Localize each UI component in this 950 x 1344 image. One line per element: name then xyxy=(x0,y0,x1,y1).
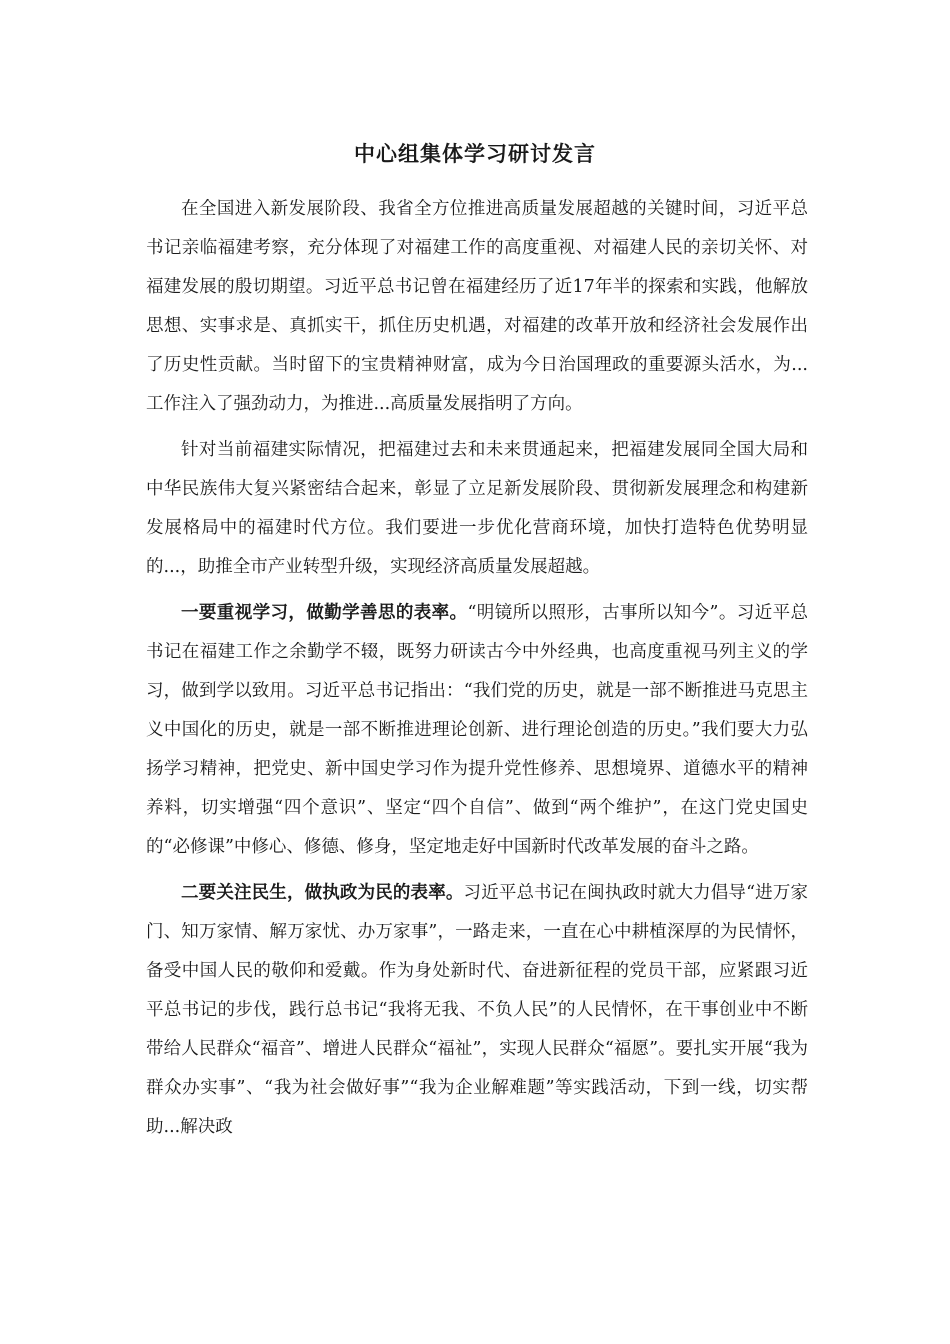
paragraph-lead: 一要重视学习，做勤学善思的表率。 xyxy=(181,603,468,623)
paragraph-3 xyxy=(146,594,808,867)
paragraph-text: 针对当前福建实际情况，把福建过去和未来贯通起来，把福建发展同全国大局和中华民族伟大复兴紧密结合起来，彰显了立足新发展阶段、贯彻新发展理念和构建新发展格局中的福建时代方位。我们要进一步优化营商环境，加快打造特色优势明显的...，助推全市产业转型升级，实现经济高质量发展超越。 xyxy=(146,440,808,577)
paragraph-4 xyxy=(146,874,808,1147)
paragraph-2 xyxy=(146,431,808,587)
paragraph-text: 习近平总书记在闽执政时就大力倡导“进万家门、知万家情、解万家忧、办万家事”，一路走来，一直在心中耕植深厚的为民情怀，备受中国人民的敬仰和爱戴。作为身处新时代、奋进新征程的党员干部，应紧跟习近平总书记的步伐，践行总书记“我将无我、不负人民”的人民情怀，在干事创业中不断带给人民群众“福音”、增进人民群众“福祉”，实现人民群众“福愿”。要扎实开展“我为群众办实事”、“我为社会做好事”“我为企业解难题”等实践活动，下到一线，切实帮助...解决政 xyxy=(146,883,809,1137)
paragraph-1 xyxy=(146,190,808,424)
document-body xyxy=(146,190,808,1147)
paragraph-lead: 二要关注民生，做执政为民的表率。 xyxy=(181,883,464,903)
document-title: 中心组集体学习研讨发言 xyxy=(354,142,596,166)
paragraph-text: “明镜所以照形，古事所以知今”。习近平总书记在福建工作之余勤学不辍，既努力研读古今中外经典，也高度重视马列主义的学习，做到学以致用。习近平总书记指出：“我们党的历史，就是一部不断推进马克思主义中国化的历史，就是一部不断推进理论创新、进行理论创造的历史。”我们要大力弘扬学习精神，把党史、新中国史学习作为提升党性修养、思想境界、道德水平的精神养料，切实增强“四个意识”、坚定“四个自信”、做到“两个维护”，在这门党史国史的“必修课”中修心、修德、修身，坚定地走好中国新时代改革发展的奋斗之路。 xyxy=(146,603,808,857)
paragraph-text: 在全国进入新发展阶段、我省全方位推进高质量发展超越的关键时间，习近平总书记亲临福建考察，充分体现了对福建工作的高度重视、对福建人民的亲切关怀、对福建发展的殷切期望。习近平总书记曾在福建经历了近17年半的探索和实践，他解放思想、实事求是、真抓实干，抓住历史机遇，对福建的改革开放和经济社会发展作出了历史性贡献。当时留下的宝贵精神财富，成为今日治国理政的重要源头活水，为...工作注入了强劲动力，为推进...高质量发展指明了方向。 xyxy=(146,199,808,414)
